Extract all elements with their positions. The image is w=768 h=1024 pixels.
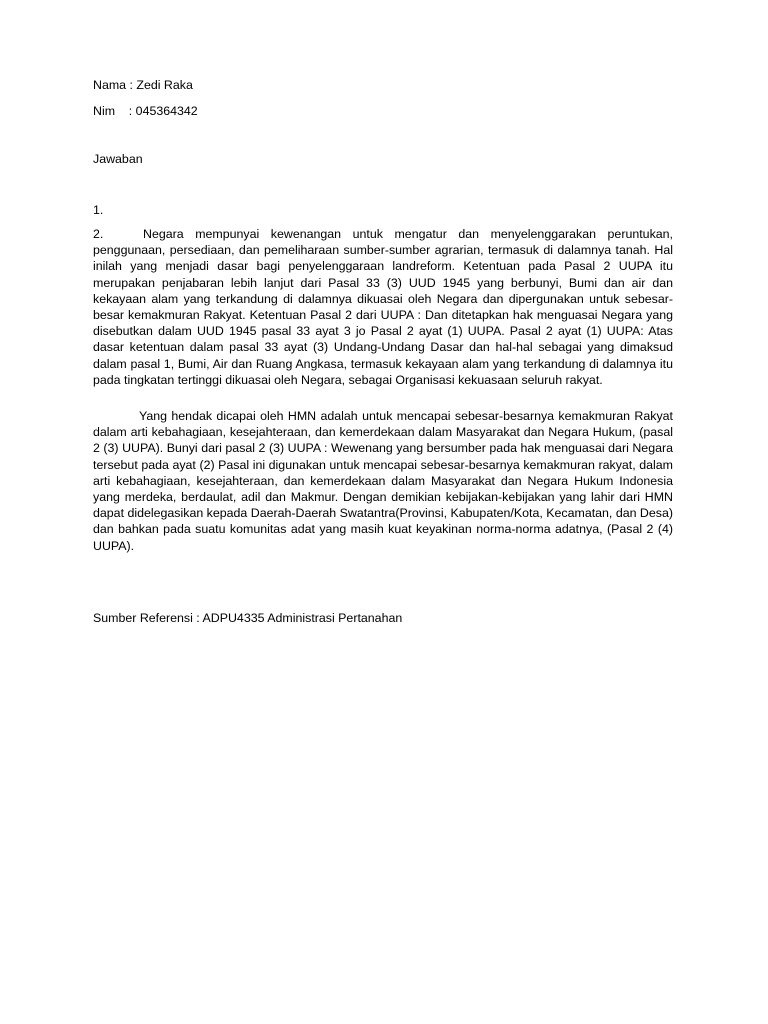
section-title: Jawaban [93, 152, 143, 166]
answer-2-paragraph-1-text: Negara mempunyai kewenangan untuk mengatur dan menyelenggarakan peruntukan, penggunaan, persediaan, dan pemeliharaan sumber-sumber agrarian, termasuk di dalamnya tanah. Hal inilah yang menjadi dasar bagi penyelenggaraan landreform. Ketentuan pada Pasal 2 UUPA itu merupakan penjabaran lebih lanjut dari Pasal 33 (3) UUD 1945 yang berbunyi, Bumi dan air dan kekayaan alam yang terkandung di dalamnya dikuasai oleh Negara dan dipergunakan untuk sebesar-besar kemakmuran Rakyat. Ketentuan Pasal 2 dari UUPA : Dan ditetapkan hak menguasai Negara yang disebutkan dalam UUD 1945 pasal 33 ayat 3 jo Pasal 2 ayat (1) UUPA. Pasal 2 ayat (1) UUPA: Atas dasar ketentuan dalam pasal 33 ayat (3) Undang-Undang Dasar dan hal-hal sebagai yang dimaksud dalam pasal 1, Bumi, Air dan Ruang Angkasa, termasuk kekayaan alam yang terkandung di dalamnya itu pada tingkatan tertinggi dikuasai oleh Negara, sebagai Organisasi kekuasaan seluruh rakyat. [93, 227, 673, 387]
answer-1-number: 1. [93, 203, 104, 217]
answer-2-number: 2. [93, 227, 104, 241]
student-nim-line: Nim : 045364342 [93, 104, 198, 118]
answer-2-paragraph-1 [93, 226, 673, 388]
reference-line: Sumber Referensi : ADPU4335 Administrasi Pertanahan [93, 611, 403, 625]
answer-2-paragraph-2: Yang hendak dicapai oleh HMN adalah untuk mencapai sebesar-besarnya kemakmuran Rakyat dalam arti kebahagiaan, kesejahteraan, dan kemerdekaan dalam Masyarakat dan Negara Hukum, (pasal 2 (3) UUPA). Bunyi dari pasal 2 (3) UUPA : Wewenang yang bersumber pada hak menguasai dari Negara tersebut pada ayat (2) Pasal ini digunakan untuk mencapai sebesar-besarnya kemakmuran rakyat, dalam arti kebahagiaan, kesejahteraan, dan kemerdekaan dalam Masyarakat dan Negara Hukum Indonesia yang merdeka, berdaulat, adil dan Makmur. Dengan demikian kebijakan-kebijakan yang lahir dari HMN dapat didelegasikan kepada Daerah-Daerah Swatantra(Provinsi, Kabupaten/Kota, Kecamatan, dan Desa) dan bahkan pada suatu komunitas adat yang masih kuat keyakinan norma-norma adatnya, (Pasal 2 (4) UUPA). [93, 409, 673, 553]
student-name-line: Nama : Zedi Raka [93, 78, 193, 92]
